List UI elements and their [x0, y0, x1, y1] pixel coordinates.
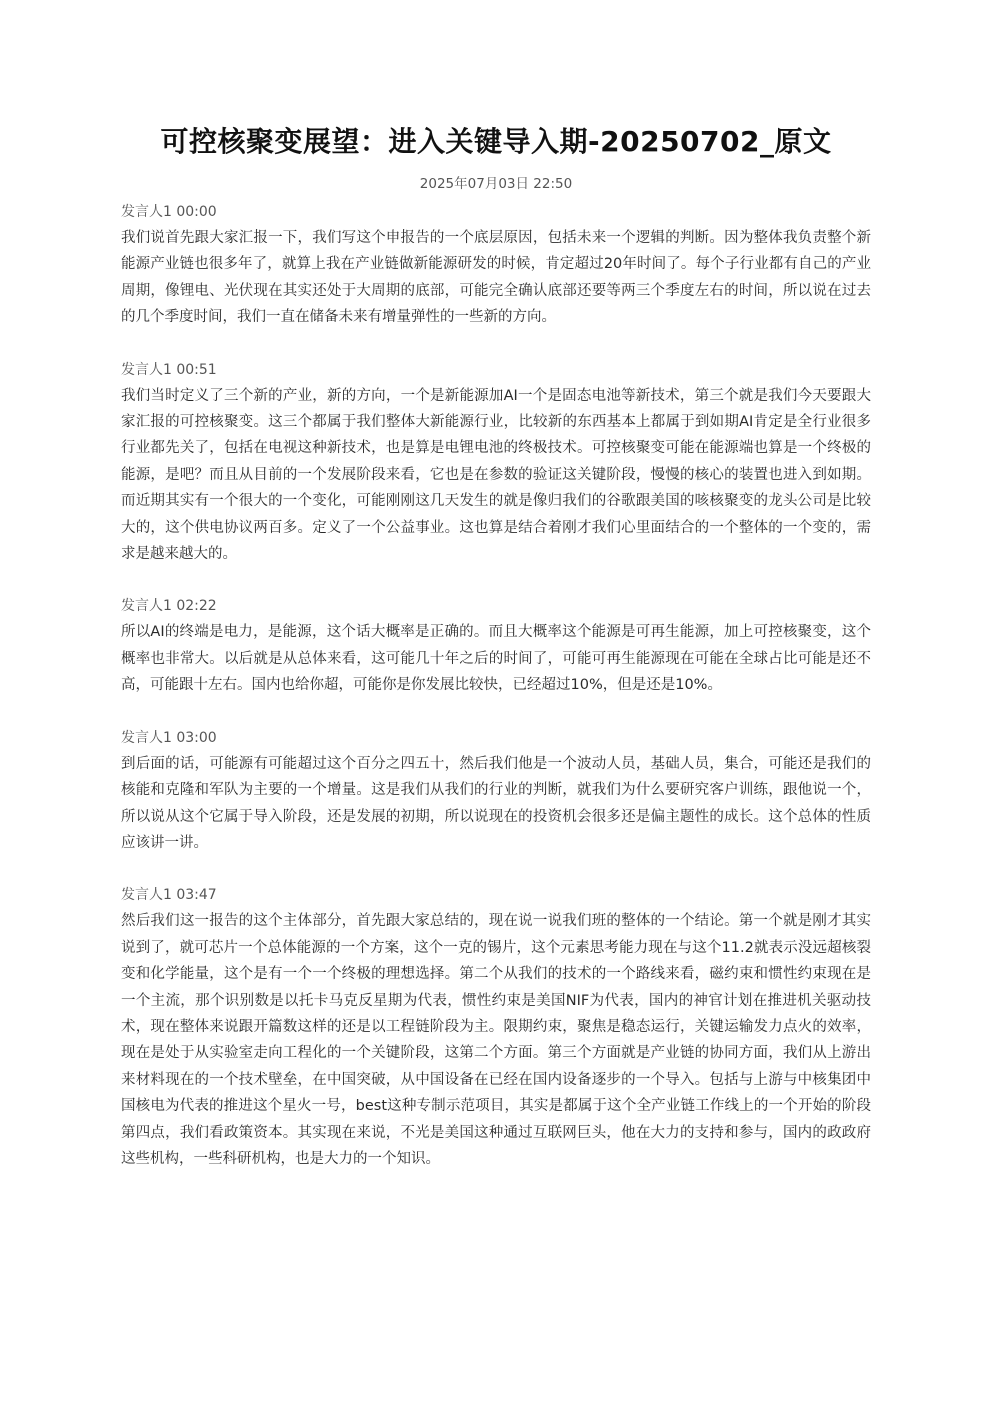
segment-text: 我们当时定义了三个新的产业，新的方向，一个是新能源加AI一个是固态电池等新技术，第三个就是我们今天要跟大家汇报的可控核聚变。这三个都属于我们整体大新能源行业，比较新的东西基本上都属于到如期AI肯定是全行业很多行业都先关了，包括在电视这种新技术，也是算是电锂电池的终极技术。可控核聚变可能在能源端也算是一个终极的能源，是吧？而且从目前的一个发展阶段来看，它也是在参数的验证这关键阶段，慢慢的核心的装置也进入到如期。而近期其实有一个很大的一个变化，可能刚刚这几天发生的就是像归我们的谷歌跟美国的咳核聚变的龙头公司是比较大的，这个供电协议两百多。定义了一个公益事业。这也算是结合着刚才我们心里面结合的一个整体的一个变的，需求是越来越大的。: [121, 387, 871, 563]
segment-text: 然后我们这一报告的这个主体部分，首先跟大家总结的，现在说一说我们班的整体的一个结论。第一个就是刚才其实说到了，就可芯片一个总体能源的一个方案，这个一克的锡片，这个元素思考能力现在与这个11.2就表示没远超核裂变和化学能量，这个是有一个一个终极的理想选择。第二个从我们的技术的一个路线来看，磁约束和惯性约束现在是一个主流，那个识别数是以托卡马克反星期为代表，惯性约束是美国NIF为代表，国内的神官计划在推进机关驱动技术，现在整体来说跟开篇数这样的还是以工程链阶段为主。限期约束，聚焦是稳态运行，关键运输发力点火的效率，现在是处于从实验室走向工程化的一个关键阶段，这第二个方面。第三个方面就是产业链的协同方面，我们从上游出来材料现在的一个技术壁垒，在中国突破，从中国设备在已经在国内设备逐步的一个导入。包括与上游与中核集团中国核电为代表的推进这个星火一号，best这种专制示范项目，其实是都属于这个全产业链工作线上的一个开始的阶段第四点，我们看政策资本。其实现在来说，不光是美国这种通过互联网巨头，他在大力的支持和参与，国内的政政府这些机构，一些科研机构，也是大力的一个知识。: [121, 913, 871, 1167]
segment-text: 到后面的话，可能源有可能超过这个百分之四五十，然后我们他是一个波动人员，基础人员，集合，可能还是我们的核能和克隆和军队为主要的一个增量。这是我们从我们的行业的判断，就我们为什么要研究客户训练，跟他说一个，所以说从这个它属于导入阶段，还是发展的初期，所以说现在的投资机会很多还是偏主题性的成长。这个总体的性质应该讲一讲。: [121, 755, 871, 851]
document-title: 可控核聚变展望：进入关键导入期-20250702_原文: [160, 125, 832, 158]
speaker-timestamp: 发言人1 03:47: [121, 887, 217, 904]
speaker-timestamp: 发言人1 00:51: [121, 361, 217, 378]
transcript-segment: [121, 725, 871, 857]
speaker-timestamp: 发言人1 02:22: [121, 598, 217, 615]
speaker-timestamp: 发言人1 00:00: [121, 204, 217, 220]
transcript-segment: [121, 199, 871, 331]
transcript-segment: [121, 593, 871, 698]
speaker-timestamp: 发言人1 03:00: [121, 729, 217, 746]
segment-text: 所以AI的终端是电力，是能源，这个话大概率是正确的。而且大概率这个能源是可再生能源，加上可控核聚变，这个概率也非常大。以后就是从总体来看，这可能几十年之后的时间了，可能可再生能源现在可能在全球占比可能是还不高，可能跟十左右。国内也给你超，可能你是你发展比较快，已经超过10%，但是还是10%。: [121, 624, 871, 694]
segment-text: 我们说首先跟大家汇报一下，我们写这个申报告的一个底层原因，包括未来一个逻辑的判断。因为整体我负责整个新能源产业链也很多年了，就算上我在产业链做新能源研发的时候，肯定超过20年时间了。每个子行业都有自己的产业周期，像锂电、光伏现在其实还处于大周期的底部，可能完全确认底部还要等两三个季度左右的时间，所以说在过去的几个季度时间，我们一直在储备未来有增量弹性的一些新的方向。: [121, 230, 871, 326]
transcript-segment: [121, 882, 871, 1172]
document-date: 2025年07月03日 22:50: [419, 176, 573, 192]
transcript-segment: [121, 357, 871, 568]
transcript-body: [121, 199, 871, 1198]
